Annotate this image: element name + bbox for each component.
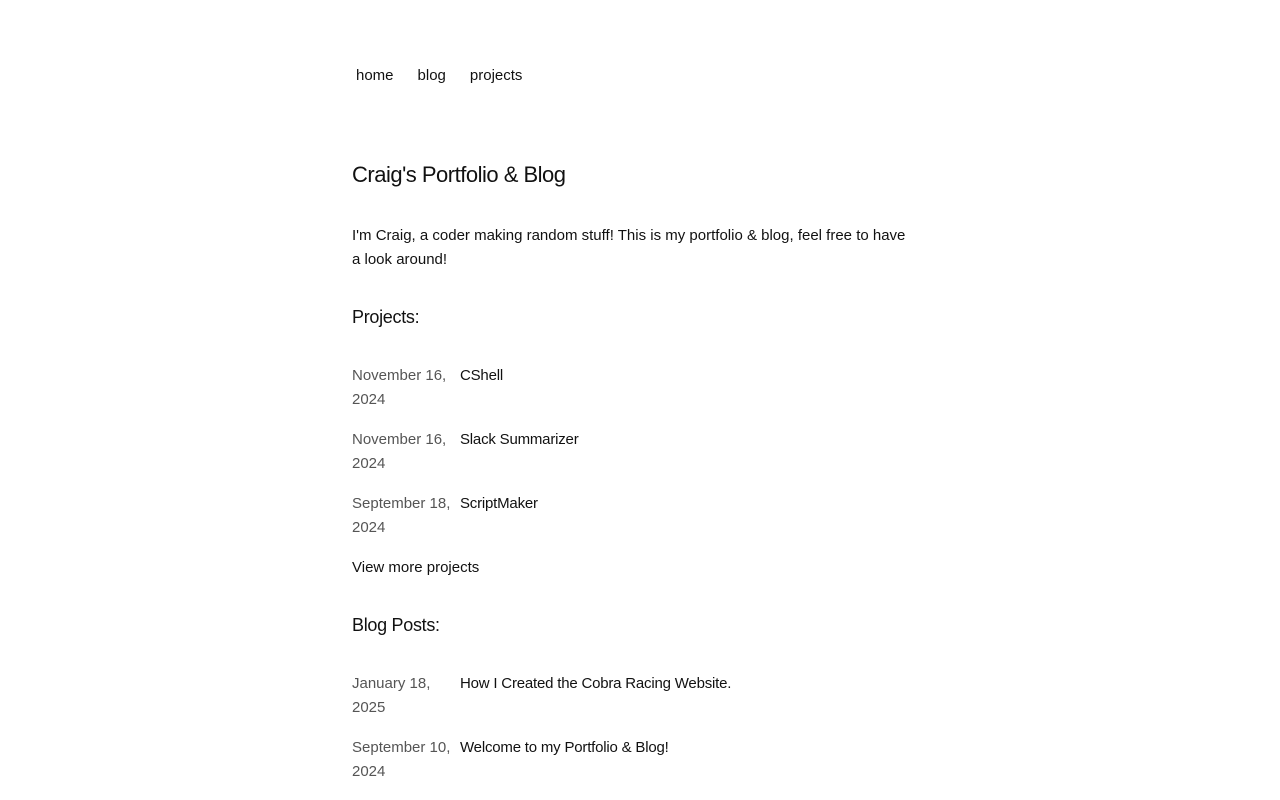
item-date: September 18, 2024 xyxy=(352,495,451,536)
list-item xyxy=(352,736,912,784)
project-link-cshell[interactable]: CShell xyxy=(460,367,503,384)
blog-post-link-welcome[interactable]: Welcome to my Portfolio & Blog! xyxy=(460,739,669,756)
item-date: September 10, 2024 xyxy=(352,739,451,780)
page-title: Craig's Portfolio & Blog xyxy=(352,162,566,187)
item-date: November 16, 2024 xyxy=(352,431,447,472)
project-link-scriptmaker[interactable]: ScriptMaker xyxy=(460,495,538,512)
projects-list xyxy=(352,364,912,556)
intro-text: I'm Craig, a coder making random stuff! This is my portfolio & blog, feel free to have a look around! xyxy=(352,227,906,268)
list-item xyxy=(352,364,912,412)
view-more-projects-link[interactable]: View more projects xyxy=(352,559,480,576)
item-date: January 18, 2025 xyxy=(352,675,431,716)
list-item xyxy=(352,492,912,540)
list-item xyxy=(352,428,912,476)
project-link-slack-summarizer[interactable]: Slack Summarizer xyxy=(460,431,579,448)
blog-posts-heading: Blog Posts: xyxy=(352,615,440,635)
item-date: November 16, 2024 xyxy=(352,367,447,408)
projects-heading: Projects: xyxy=(352,307,420,327)
nav-blog-link[interactable]: blog xyxy=(417,67,446,84)
list-item xyxy=(352,672,912,720)
blog-post-link-cobra-racing[interactable]: How I Created the Cobra Racing Website. xyxy=(460,675,732,692)
blog-posts-list xyxy=(352,672,912,800)
nav-projects-link[interactable]: projects xyxy=(469,67,523,84)
top-nav xyxy=(356,65,522,87)
nav-home-link[interactable]: home xyxy=(356,67,394,84)
